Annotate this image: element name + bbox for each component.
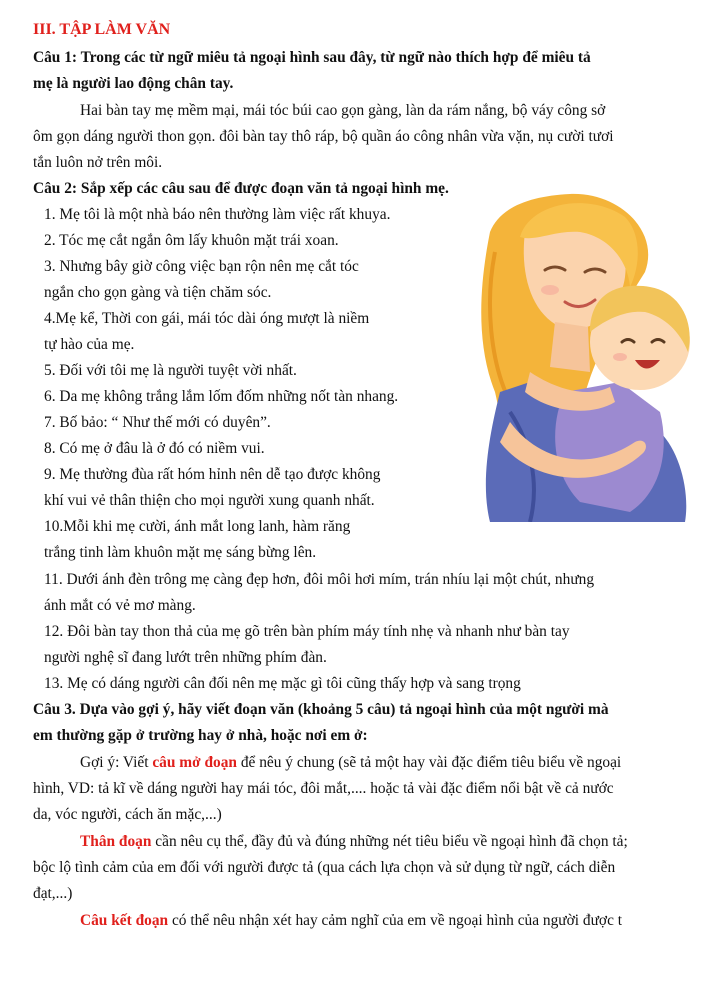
- q2-item: 10.Mỗi khi mẹ cười, ánh mắt long lanh, hàm răng: [44, 518, 351, 535]
- q2-item: 6. Da mẹ không trắng lắm lốm đốm những nốt tàn nhang.: [44, 388, 399, 405]
- q3-body-line3: đạt,...): [33, 885, 73, 902]
- q3-body-line2: bộc lộ tình cảm của em đối với người được tả (qua cách lựa chọn và sử dụng từ ngữ, cách diễn: [33, 859, 616, 876]
- q2-item: 3. Nhưng bây giờ công việc bạn rộn nên mẹ cắt tóc: [44, 258, 359, 275]
- q3-hint-text: để nêu ý chung (sẽ tả một hay vài đặc điểm tiêu biểu về ngoại: [236, 754, 622, 771]
- q1-heading-line1: Câu 1: Trong các từ ngữ miêu tả ngoại hình sau đây, từ ngữ nào thích hợp để miêu tả: [33, 49, 591, 66]
- q3-body-line1: [80, 832, 628, 852]
- q1-heading-line2: mẹ là người lao động chân tay.: [33, 75, 234, 92]
- q3-body-text: cần nêu cụ thể, đầy đủ và đúng những nét tiêu biểu về ngoại hình đã chọn tả;: [151, 833, 628, 850]
- q2-item: 13. Mẹ có dáng người cân đối nên mẹ mặc gì tôi cũng thấy hợp và sang trọng: [44, 675, 521, 692]
- q3-hint-highlight: câu mở đoạn: [152, 754, 237, 771]
- q2-item: 5. Đối với tôi mẹ là người tuyệt vời nhất.: [44, 362, 297, 379]
- q3-hint-line3: da, vóc người, cách ăn mặc,...): [33, 806, 222, 823]
- q2-heading: Câu 2: Sắp xếp các câu sau để được đoạn văn tả ngoại hình mẹ.: [33, 180, 449, 197]
- q1-body-line3: tắn luôn nở trên môi.: [33, 154, 163, 171]
- q2-item: 9. Mẹ thường đùa rất hóm hỉnh nên dễ tạo được không: [44, 466, 381, 483]
- q3-end-text: có thể nêu nhận xét hay cảm nghĩ của em về ngoại hình của người được t: [168, 912, 623, 929]
- q2-item: 1. Mẹ tôi là một nhà báo nên thường làm việc rất khuya.: [44, 206, 391, 223]
- q2-item: 12. Đôi bàn tay thon thả của mẹ gõ trên bàn phím máy tính nhẹ và nhanh như bàn tay: [44, 623, 570, 640]
- q2-item: 11. Dưới ánh đèn trông mẹ càng đẹp hơn, đôi môi hơi mím, trán nhíu lại một chút, nhưng: [44, 571, 595, 588]
- q2-item-cont: trắng tinh làm khuôn mặt mẹ sáng bừng lên.: [44, 544, 317, 561]
- q3-hint-line2: hình, VD: tả kĩ về dáng người hay mái tóc, đôi mắt,.... hoặc tả vài đặc điểm nổi bật về cả nước: [33, 780, 614, 797]
- q2-item-cont: khí vui vẻ thân thiện cho mọi người xung quanh nhất.: [44, 492, 375, 509]
- q3-heading-line1: Câu 3. Dựa vào gợi ý, hãy viết đoạn văn (khoảng 5 câu) tả ngoại hình của một người mà: [33, 701, 609, 718]
- mother-hugging-child-illustration: [470, 192, 696, 522]
- q3-end-line1: [80, 911, 622, 931]
- q3-heading-line2: em thường gặp ở trường hay ở nhà, hoặc nơi em ở:: [33, 727, 368, 744]
- q3-hint-text: Gợi ý: Viết: [80, 754, 153, 771]
- q2-item: 8. Có mẹ ở đâu là ở đó có niềm vui.: [44, 440, 265, 457]
- q3-body-highlight: Thân đoạn: [80, 833, 152, 850]
- q2-item: 4.Mẹ kể, Thời con gái, mái tóc dài óng mượt là niềm: [44, 310, 370, 327]
- q2-item: 7. Bố bảo: “ Như thế mới có duyên”.: [44, 414, 271, 431]
- q2-item: 2. Tóc mẹ cắt ngắn ôm lấy khuôn mặt trái xoan.: [44, 232, 339, 249]
- q3-end-highlight: Câu kết đoạn: [80, 912, 169, 929]
- q3-hint-line1: [80, 753, 621, 773]
- q2-item-cont: người nghệ sĩ đang lướt trên những phím đàn.: [44, 649, 327, 666]
- q2-item-cont: tự hào của mẹ.: [44, 336, 135, 353]
- q1-body-line2: ôm gọn dáng người thon gọn. đôi bàn tay thô ráp, bộ quần áo công nhân vừa vặn, nụ cười tươi: [33, 128, 614, 145]
- q1-body-line1: Hai bàn tay mẹ mềm mại, mái tóc búi cao gọn gàng, làn da rám nắng, bộ váy công sở: [80, 102, 606, 119]
- q2-item-cont: ngắn cho gọn gàng và tiện chăm sóc.: [44, 284, 272, 301]
- section-title: III. TẬP LÀM VĂN: [33, 21, 171, 38]
- q2-item-cont: ánh mắt có vẻ mơ màng.: [44, 597, 196, 614]
